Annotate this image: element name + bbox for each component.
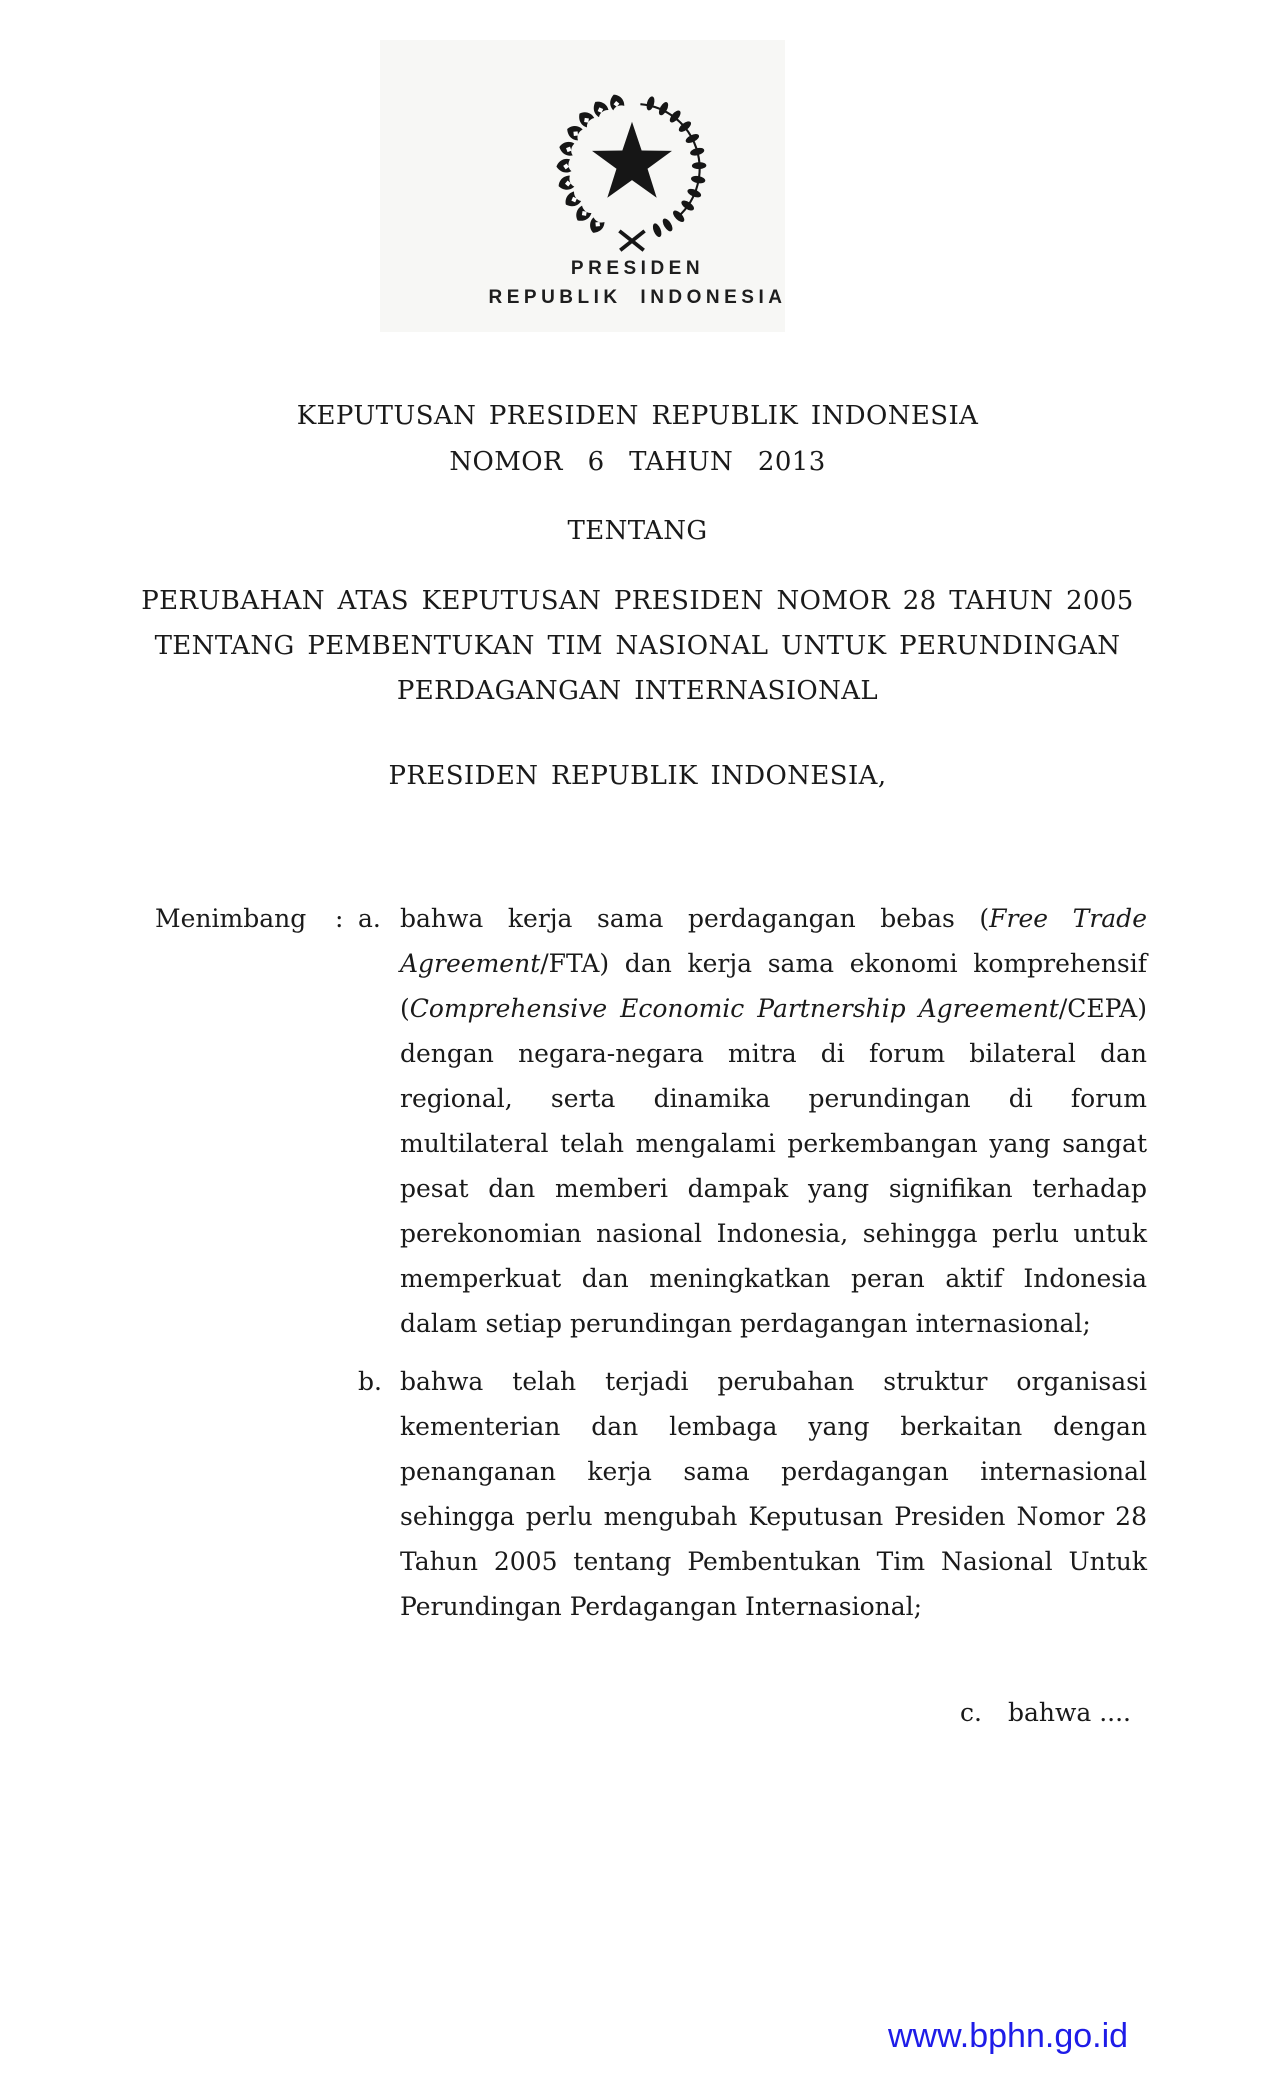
tentang-heading: TENTANG <box>567 516 708 546</box>
letterhead-republik-indonesia-label: REPUBLIK INDONESIA <box>488 287 787 308</box>
decree-number: NOMOR 6 TAHUN 2013 <box>449 447 826 477</box>
subject-line-2: TENTANG PEMBENTUKAN TIM NASIONAL UNTUK PERUNDINGAN <box>154 631 1121 661</box>
subject-line-1: PERUBAHAN ATAS KEPUTUSAN PRESIDEN NOMOR 28 TAHUN 2005 <box>141 586 1134 616</box>
catchword-text: bahwa .... <box>1007 1698 1131 1727</box>
decree-title: KEPUTUSAN PRESIDEN REPUBLIK INDONESIA <box>296 401 979 431</box>
watermark-link: www.bphn.go.id <box>888 2017 1129 2055</box>
menimbang-colon: : <box>335 904 344 933</box>
menimbang-label: Menimbang <box>155 904 307 933</box>
consideration-item-b <box>358 1359 1147 1629</box>
opening-salutation: PRESIDEN REPUBLIK INDONESIA, <box>388 761 887 791</box>
item-text: bahwa telah terjadi perubahan struktur organisasi kementerian dan lembaga yang berkaitan dengan penanganan kerja sama perdagangan internasional sehingga perlu mengubah Keputusan Presiden Nomor 28 Tahun 2005 tentang Pembentukan Tim Nasional Untuk Perundingan Perdagangan Internasional; <box>400 1367 1147 1621</box>
subject-line-3: PERDAGANGAN INTERNASIONAL <box>396 676 879 706</box>
presidential-star-wreath-emblem-icon <box>548 84 716 262</box>
catchword-marker: c. <box>960 1698 982 1727</box>
catchword <box>960 1690 1131 1735</box>
item-text: bahwa kerja sama perdagangan bebas (Free Trade Agreement/FTA) dan kerja sama ekonomi komprehensif (Comprehensive Economic Partnership Agreement/CEPA) dengan negara-negara mitra di forum bilateral dan regional, serta dinamika perundingan di forum multilateral telah mengalami perkembangan yang sangat pesat dan memberi dampak yang signifikan terhadap perekonomian nasional Indonesia, sehingga perlu untuk memperkuat dan meningkatkan peran aktif Indonesia dalam setiap perundingan perdagangan internasional; <box>400 904 1147 1338</box>
letterhead-presiden-label: PRESIDEN <box>570 258 705 279</box>
menimbang-section <box>155 896 1147 1629</box>
item-marker: b. <box>358 1367 382 1396</box>
italic-term: Comprehensive Economic Partnership Agreement <box>409 994 1059 1023</box>
item-marker: a. <box>358 904 381 933</box>
consideration-item-a <box>358 896 1147 1346</box>
italic-term: Free Trade Agreement <box>400 904 1147 978</box>
